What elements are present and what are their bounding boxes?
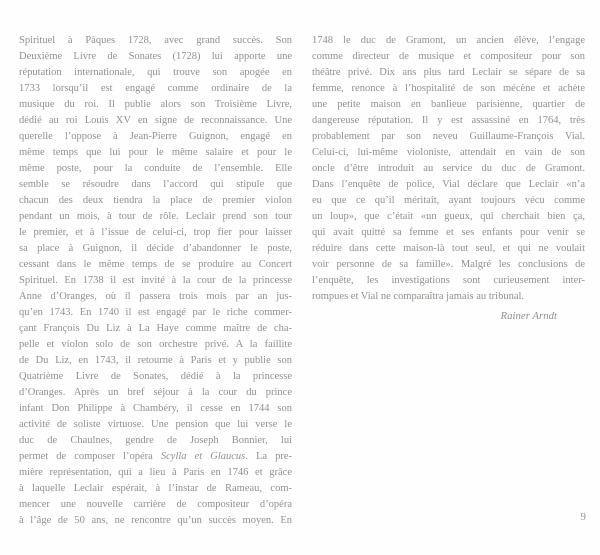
text-segment: une petite maison en banlieue parisienne, quartier de — [312, 99, 585, 110]
text-segment: même poste, pour la conduite de l’ensemble. Elle — [19, 163, 292, 174]
text-line — [19, 65, 292, 81]
text-segment: Spirituel à Pâques 1728, avec grand succès. Son — [19, 35, 292, 46]
text-line — [19, 497, 292, 513]
text-segment: comme directeur de musique et compositeur pour son — [312, 51, 585, 62]
text-line — [19, 513, 292, 529]
text-segment: Deuxième Livre de Sonates (1728) lui apporte une — [19, 51, 292, 62]
text-line — [19, 49, 292, 65]
text-segment: l’enquête, les investigations sont curieusement inter- — [312, 275, 585, 286]
text-line — [19, 289, 292, 305]
text-line — [19, 337, 292, 353]
text-line — [19, 161, 292, 177]
text-segment: théâtre privé. Dix ans plus tard Leclair se sépare de sa — [312, 67, 585, 78]
right-text-column — [312, 33, 585, 305]
text-segment: querelle l’oppose à Jean-Pierre Guignon, engagé en — [19, 131, 292, 142]
text-line — [19, 417, 292, 433]
text-line — [19, 305, 292, 321]
text-segment: Celui-ci, lui-même violoniste, attendait en vain de son — [312, 147, 585, 158]
text-segment: à l’âge de 50 ans, ne rencontre qu’un succès moyen. En — [19, 515, 292, 526]
text-line — [312, 273, 585, 289]
text-segment: çant François Du Liz à La Haye comme maître de cha- — [19, 323, 292, 334]
text-line — [312, 81, 585, 97]
text-line — [312, 257, 585, 273]
text-segment: Quatrième Livre de Sonates, dédié à la princesse — [19, 371, 292, 382]
italic-text-segment: Scylla et Glaucus — [160, 451, 246, 462]
text-line — [312, 225, 585, 241]
text-segment: voir personne de sa famille». Malgré les conclusions de — [312, 259, 585, 270]
text-segment: mencer une nouvelle carrière de compositeur d’opéra — [19, 499, 292, 510]
text-line — [312, 33, 585, 49]
text-line — [19, 481, 292, 497]
text-line — [312, 161, 585, 177]
page-number: 9 — [580, 511, 586, 523]
text-segment: rompues et Vial ne comparaîtra jamais au tribunal. — [312, 291, 525, 302]
text-segment: pendant un mois, à tour de rôle. Leclair prend son tour — [19, 211, 292, 222]
text-segment: chacun des deux tiendra la place de premier violon — [19, 195, 292, 206]
text-line — [312, 177, 585, 193]
text-segment: musique du roi. Il publie alors son Troisième Livre, — [19, 99, 292, 110]
text-segment: probablement par son neveu Guillaume-François Vial. — [312, 131, 585, 142]
text-line — [312, 65, 585, 81]
text-segment: réduire dans cette maison-là tout seul, et qui ne voulait — [312, 243, 585, 254]
text-segment: femme, renonce à l’hospitalité de son mécène et achète — [312, 83, 585, 94]
text-line — [19, 257, 292, 273]
text-segment: de Du Liz, en 1743, il retourne à Paris et y publie son — [19, 355, 292, 366]
text-segment: Anne d’Oranges, où il passera trois mois par an jus- — [19, 291, 292, 302]
text-line — [19, 465, 292, 481]
text-line — [19, 241, 292, 257]
text-segment: oncle d’être introduit au service du duc de Gramont. — [312, 163, 585, 174]
text-line — [312, 129, 585, 145]
text-segment: dangereuse réputation. Il y est assassiné en 1764, très — [312, 115, 585, 126]
text-segment: 1748 le duc de Gramont, un ancien élève, l’engage — [312, 35, 585, 46]
text-line — [312, 209, 585, 225]
text-segment: à laquelle Leclair espérait, à l’instar de Rameau, com- — [19, 483, 292, 494]
text-segment: mière représentation, qui a lieu à Paris en 1746 et grâce — [19, 467, 292, 478]
text-segment: infant Don Philippe à Chambéry, il cesse en 1744 son — [19, 403, 292, 414]
text-segment: dédié au roi Louis XV en signe de reconnaissance. Une — [19, 115, 292, 126]
text-line — [19, 113, 292, 129]
text-segment: qu’en 1743. En 1740 il est engagé par le riche commer- — [19, 307, 292, 318]
text-segment: duc de Chaulnes, gendre de Joseph Bonnier, lui — [19, 435, 292, 446]
text-segment: pelle et violon solo de son orchestre privé. A la faillite — [19, 339, 292, 350]
author-signature: Rainer Arndt — [500, 310, 557, 322]
text-line — [312, 289, 585, 305]
text-segment: 1733 lorsqu’il est engagé comme ordinaire de la — [19, 83, 292, 94]
text-line — [19, 433, 292, 449]
text-line — [312, 145, 585, 161]
text-segment: cessant dans le même temps de se produire au Concert — [19, 259, 292, 270]
text-line — [19, 145, 292, 161]
text-line — [312, 113, 585, 129]
text-line — [19, 97, 292, 113]
text-line — [19, 129, 292, 145]
text-segment: Spirituel. En 1738 il est invité à la cour de la princesse — [19, 275, 292, 286]
text-line — [19, 81, 292, 97]
text-segment: réputation internationale, qui trouve son apogée en — [19, 67, 292, 78]
text-segment: sa place à Guignon, il décide d’abandonner le poste, — [19, 243, 292, 254]
text-line — [19, 385, 292, 401]
text-line — [19, 353, 292, 369]
text-line — [312, 97, 585, 113]
text-segment: qui avait quitté sa femme et ses enfants pour venir se — [312, 227, 585, 238]
text-line — [19, 369, 292, 385]
text-line — [19, 401, 292, 417]
text-line — [19, 273, 292, 289]
text-segment: un loup», que c’était «un gueux, qui cherchait bien ça, — [312, 211, 585, 222]
text-line — [19, 449, 292, 465]
text-line — [19, 193, 292, 209]
text-segment: d’Oranges. Après un bref séjour à la cour du prince — [19, 387, 292, 398]
text-segment: Dans l’enquête de police, Vial déclare que Leclair «n’a — [312, 179, 585, 190]
text-line — [312, 241, 585, 257]
text-line — [312, 193, 585, 209]
text-segment: le premier, et à l’issue de celui-ci, trop fier pour laisser — [19, 227, 292, 238]
text-line — [19, 321, 292, 337]
text-segment: eu que ce qu’il méritait, ayant toujours vécu comme — [312, 195, 585, 206]
text-line — [19, 33, 292, 49]
text-segment: permet de composer l’opéra — [19, 451, 161, 462]
text-line — [19, 209, 292, 225]
text-line — [312, 49, 585, 65]
text-segment: semble se résoudre dans l’accord qui stipule que — [19, 179, 292, 190]
text-line — [19, 225, 292, 241]
text-segment: même temps que lui pour le même salaire et pour le — [19, 147, 292, 158]
text-segment: . La pre- — [245, 451, 293, 462]
left-text-column — [19, 33, 292, 529]
text-line — [19, 177, 292, 193]
text-segment: activité de soliste virtuose. Une pension que lui verse le — [19, 419, 292, 430]
